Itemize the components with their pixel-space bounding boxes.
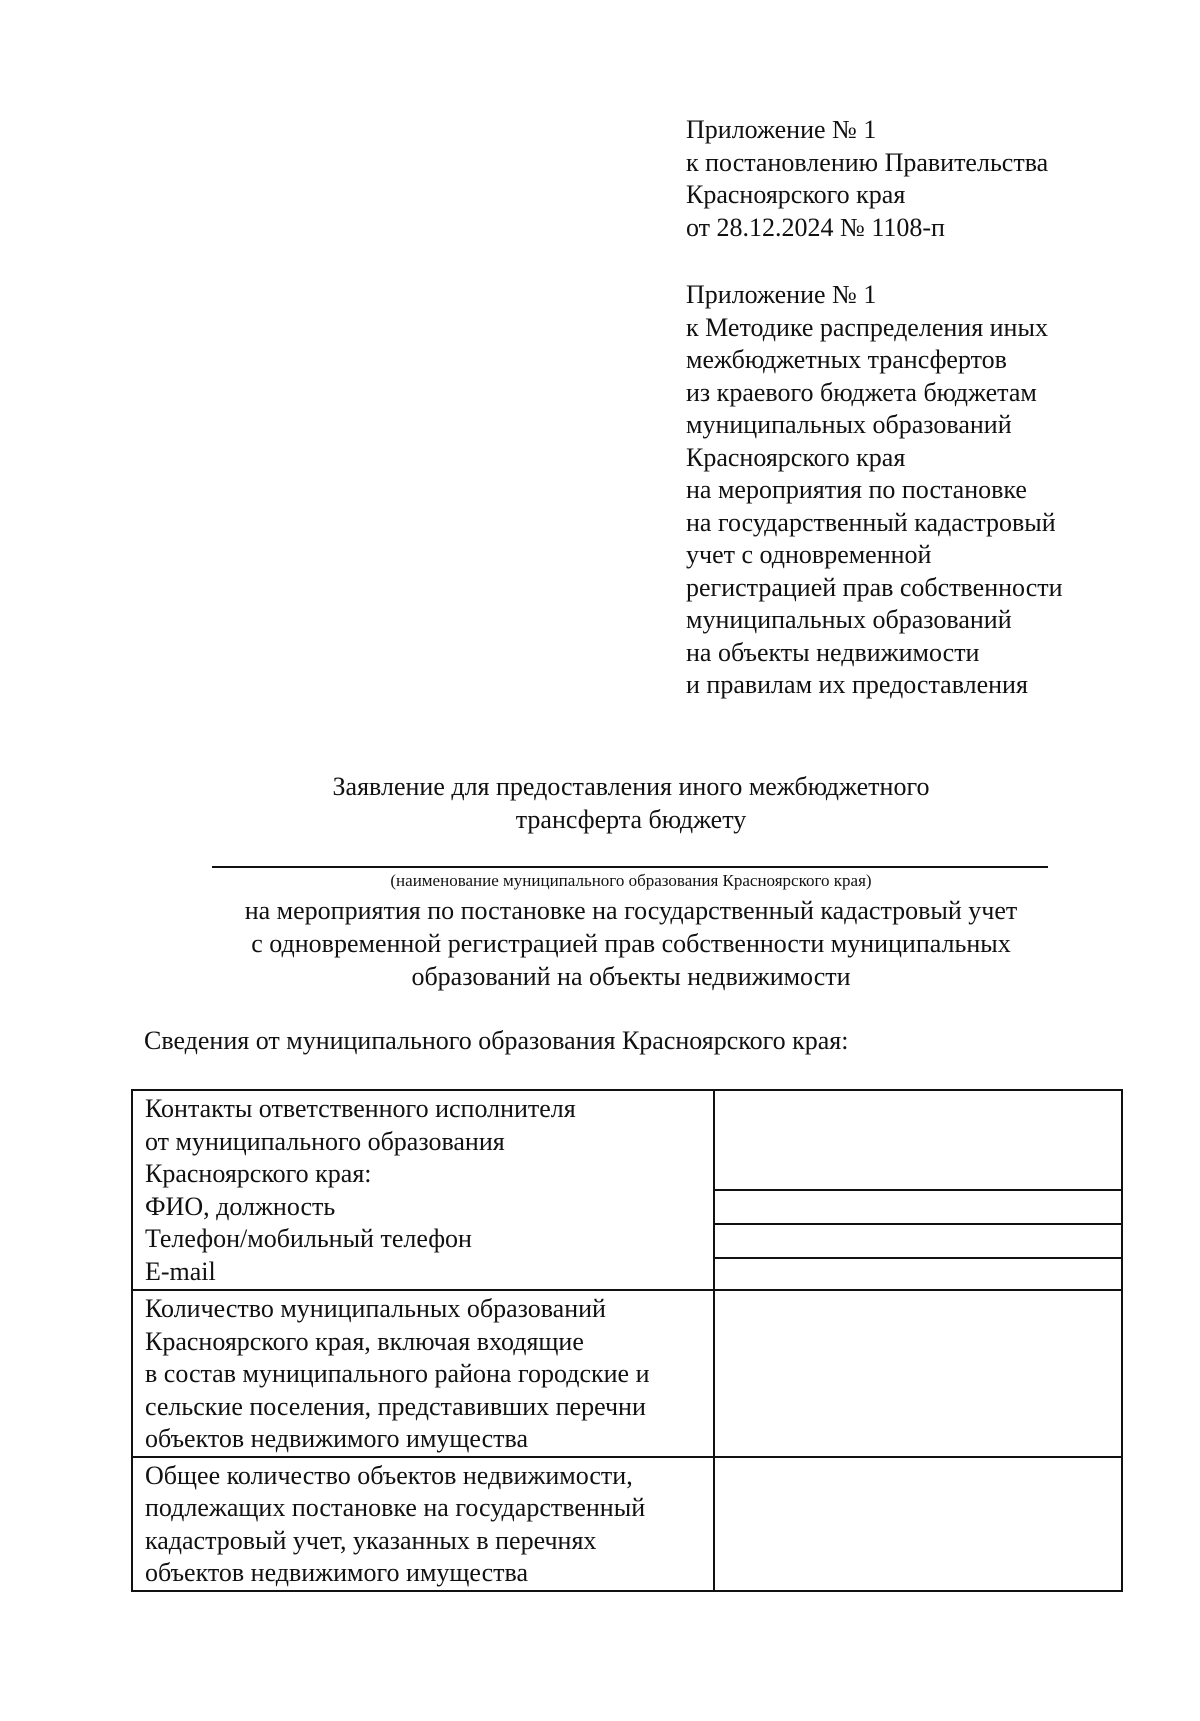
- appendix-line: муниципальных образований: [686, 410, 1012, 439]
- title-line: трансферта бюджету: [515, 805, 747, 834]
- table-row-municipalities-count: [132, 1290, 1122, 1457]
- appendix-line: к Методике распределения иных: [686, 312, 1048, 342]
- full-name-position-value[interactable]: [715, 1189, 1121, 1223]
- appendix-line: на государственный кадастровый: [686, 507, 1056, 537]
- label-line: кадастровый учет, указанных в перечнях: [145, 1525, 597, 1555]
- label-line: Красноярского края, включая входящие: [145, 1326, 584, 1356]
- appendix-line: Красноярского края: [686, 180, 906, 209]
- label-line: в состав муниципального района городские и: [145, 1359, 650, 1388]
- contacts-value-subcells: [715, 1091, 1121, 1289]
- municipality-name-blank[interactable]: [212, 866, 1048, 868]
- appendix-line: к постановлению Правительства: [686, 147, 1049, 177]
- label-line: Красноярского края:: [145, 1159, 372, 1188]
- label-line: Телефон/мобильный телефон: [145, 1224, 472, 1253]
- label-line: ФИО, должность: [145, 1191, 336, 1221]
- appendix-line: из краевого бюджета бюджетам: [686, 377, 1037, 407]
- subject-line: с одновременной регистрацией прав собственности муниципальных: [251, 929, 1011, 958]
- appendix-line: на объекты недвижимости: [686, 637, 980, 667]
- appendix-line: на мероприятия по постановке: [686, 475, 1027, 504]
- contacts-value-cell: [714, 1090, 1122, 1290]
- label-line: подлежащих постановке на государственный: [145, 1493, 646, 1522]
- contacts-header-value[interactable]: [715, 1091, 1121, 1189]
- email-value[interactable]: [715, 1257, 1121, 1289]
- subject-line: образований на объекты недвижимости: [411, 962, 851, 991]
- title-line: Заявление для предоставления иного межбюджетного: [332, 772, 930, 801]
- appendix-line: регистрацией прав собственности: [686, 572, 1063, 602]
- appendix-line: учет с одновременной: [686, 540, 932, 569]
- label-line: от муниципального образования: [145, 1126, 505, 1156]
- appendix-header-methodology: [686, 279, 1126, 702]
- objects-count-label-cell: [132, 1457, 714, 1591]
- contacts-label-cell: [132, 1090, 714, 1290]
- label-line: объектов недвижимого имущества: [145, 1424, 528, 1453]
- label-line: объектов недвижимого имущества: [145, 1558, 528, 1587]
- phone-value[interactable]: [715, 1223, 1121, 1257]
- appendix-line: Приложение № 1: [686, 115, 877, 144]
- appendix-line: от 28.12.2024 № 1108-п: [686, 212, 945, 242]
- appendix-line: Приложение № 1: [686, 280, 877, 309]
- subject-line: на мероприятия по постановке на государственный кадастровый учет: [244, 896, 1018, 925]
- appendix-line: и правилам их предоставления: [686, 670, 1028, 699]
- document-subject: [0, 894, 1200, 993]
- document-title: [0, 770, 1200, 836]
- info-intro: Сведения от муниципального образования Красноярского края:: [144, 1026, 849, 1055]
- municipalities-count-label-cell: [132, 1290, 714, 1457]
- table-row-objects-count: [132, 1457, 1122, 1591]
- municipality-name-caption: (наименование муниципального образования Красноярского края): [390, 871, 872, 890]
- label-line: сельские поселения, представивших перечни: [145, 1391, 646, 1421]
- appendix-line: межбюджетных трансфертов: [686, 345, 1007, 374]
- label-line: Общее количество объектов недвижимости,: [145, 1460, 633, 1490]
- table-row-contacts: [132, 1090, 1122, 1290]
- label-line: Количество муниципальных образований: [145, 1294, 606, 1323]
- info-table: [131, 1089, 1123, 1592]
- appendix-header-resolution: [686, 114, 1126, 244]
- appendix-line: муниципальных образований: [686, 605, 1012, 634]
- municipalities-count-value[interactable]: [714, 1290, 1122, 1457]
- appendix-line: Красноярского края: [686, 442, 906, 472]
- label-line: E-mail: [145, 1256, 216, 1286]
- label-line: Контакты ответственного исполнителя: [145, 1094, 576, 1123]
- objects-count-value[interactable]: [714, 1457, 1122, 1591]
